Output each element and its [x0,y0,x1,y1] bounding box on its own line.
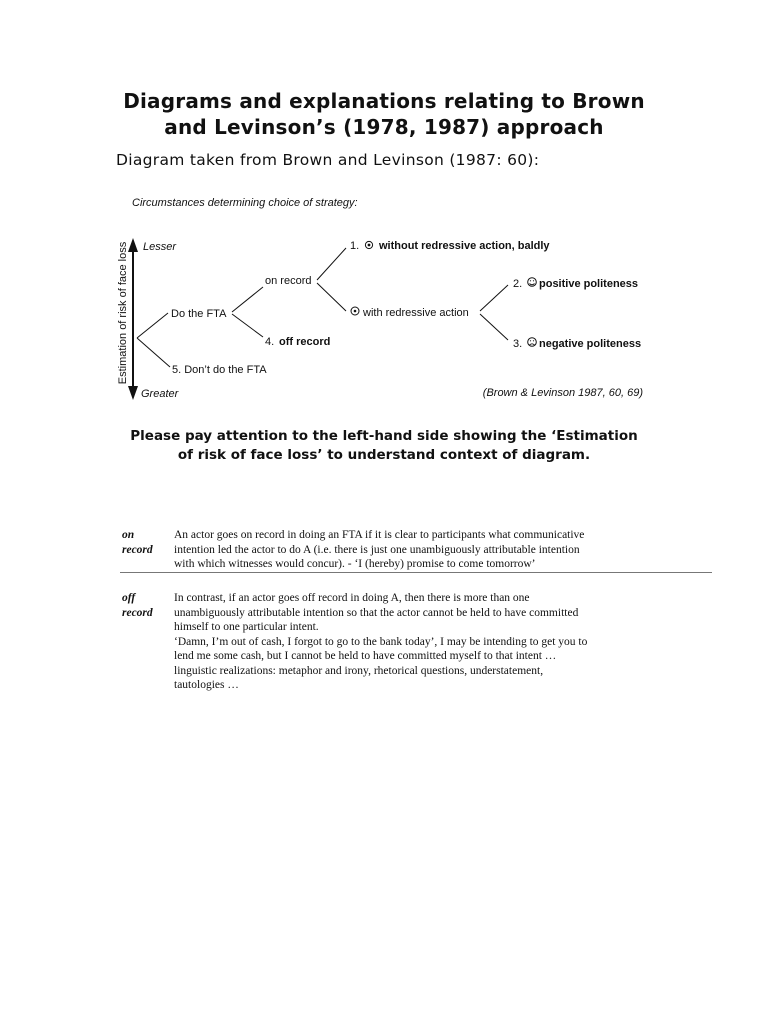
baldly-label: without redressive action, baldly [379,240,550,252]
term-line-2: record [122,543,153,556]
definition-body [174,591,664,693]
branch-root-do-fta [137,313,168,338]
bullseye-icon [365,241,372,248]
negative-label: negative politeness [539,338,642,350]
title-line-1: Diagrams and explanations relating to Brown [123,89,645,113]
axis-arrow-up [128,238,138,252]
attention-note [100,427,668,465]
diagram-citation: (Brown & Levinson 1987, 60, 69) [482,387,643,399]
definition-term [122,591,170,620]
off-record-number: 4. [265,336,275,348]
definition-line: intention led the actor to do A (i.e. there is just one unambiguously attributable intention [174,543,580,556]
definition-body [174,528,664,572]
title-line-2: and Levinson’s (1978, 1987) approach [164,115,604,139]
branch-negative [480,314,508,340]
definition-line: An actor goes on record in doing an FTA if it is clear to participants what communicative [174,529,585,541]
axis-arrow-down [128,386,138,400]
divider-rule [120,572,712,573]
definition-line: lend me some cash, but I cannot be held to have committed myself to that intent … [174,650,557,662]
branch-positive [480,285,508,311]
positive-label: positive politeness [539,278,639,290]
term-line-1: off [122,592,136,604]
definition-line: with which witnesses would concur). - ‘I (hereby) promise to come tomorrow’ [174,558,536,570]
redressive-label: with redressive action [363,307,469,319]
definition-line: tautologies … [174,679,239,691]
positive-number: 2. [513,278,523,290]
axis-label: Estimation of risk of face loss [117,241,129,385]
term-line-1: on [122,529,135,541]
baldly-number: 1. [350,240,360,252]
branch-root-dont [137,338,170,367]
greater-label: Greater [141,388,179,400]
do-fta-label: Do the FTA [171,308,227,320]
branch-redressive [317,283,346,311]
definition-on-record [120,528,712,572]
branch-baldly [317,248,346,280]
branch-on-record [232,287,263,312]
term-line-2: record [122,606,153,619]
smile-icon [528,278,537,287]
frown-icon [528,338,537,347]
note-line-2: of risk of face loss’ to understand context of diagram. [177,447,591,463]
definition-line: linguistic realizations: metaphor and irony, rhetorical questions, understatement, [174,664,544,677]
diagram-source-heading: Diagram taken from Brown and Levinson (1987: 60): [116,151,540,169]
strategy-diagram [0,0,768,420]
definition-line: himself to one particular intent. [174,621,319,633]
off-record-label: off record [279,336,331,348]
definition-line: unambiguously attributable intention so that the actor cannot be held to have committed [174,606,579,619]
negative-number: 3. [513,338,523,350]
diagram-caption: Circumstances determining choice of strategy: [132,197,358,209]
dont-do-fta-label: 5. Don’t do the FTA [172,364,267,376]
flower-icon [351,307,359,315]
lesser-label: Lesser [143,241,177,253]
definition-off-record [120,591,712,695]
branch-off-record [232,314,263,337]
note-line-1: Please pay attention to the left-hand side showing the ‘Estimation [130,428,638,444]
definition-line: ‘Damn, I’m out of cash, I forgot to go to the bank today’, I may be intending to get you to [174,635,588,648]
definition-line: In contrast, if an actor goes off record in doing A, then there is more than one [174,592,530,604]
on-record-label: on record [265,275,312,287]
definition-term [122,528,170,557]
